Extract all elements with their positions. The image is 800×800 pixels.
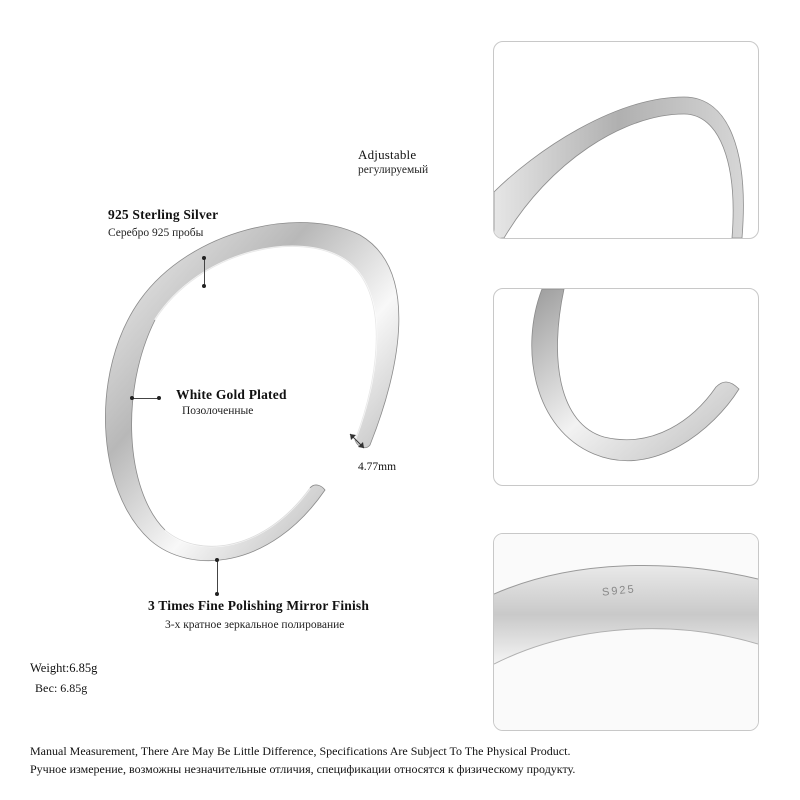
s925-stamp: S925 [601,583,637,599]
silver-label-ru: Серебро 925 пробы [108,227,204,239]
polish-pointer-dot [215,558,219,562]
thumbnail-open-end-view [493,288,759,486]
thumbnail-top-view [493,41,759,239]
plated-label: White Gold Plated [176,387,287,402]
plated-pointer-line [132,398,160,399]
silver-label: 925 Sterling Silver [108,207,219,222]
silver-pointer-line [204,258,205,285]
weight-label: Weight:6.85g [30,661,98,675]
polish-pointer-dot-end [215,592,219,596]
silver-pointer-dot-top [202,256,206,260]
weight-label-ru: Вес: 6.85g [35,681,88,695]
adjustable-label-ru: регулируемый [358,164,429,176]
polish-label-ru: 3-х кратное зеркальное полирование [165,619,345,631]
width-arrow-icon [346,430,376,454]
thumbnail-stamp-closeup [493,533,759,731]
adjustable-label: Adjustable [358,147,417,162]
footer-disclaimer-ru: Ручное измерение, возможны незначительные отличия, спецификации относятся к физическому продукту. [30,762,576,776]
polish-label: 3 Times Fine Polishing Mirror Finish [148,598,370,613]
width-label: 4.77mm [358,461,397,473]
plated-pointer-dot [130,396,134,400]
polish-pointer-line [217,560,218,594]
silver-pointer-dot [202,284,206,288]
plated-pointer-dot-end [157,396,161,400]
footer-disclaimer-en: Manual Measurement, There Are May Be Little Difference, Specifications Are Subject To The Physical Product. [30,744,571,758]
plated-label-ru: Позолоченные [182,405,254,417]
